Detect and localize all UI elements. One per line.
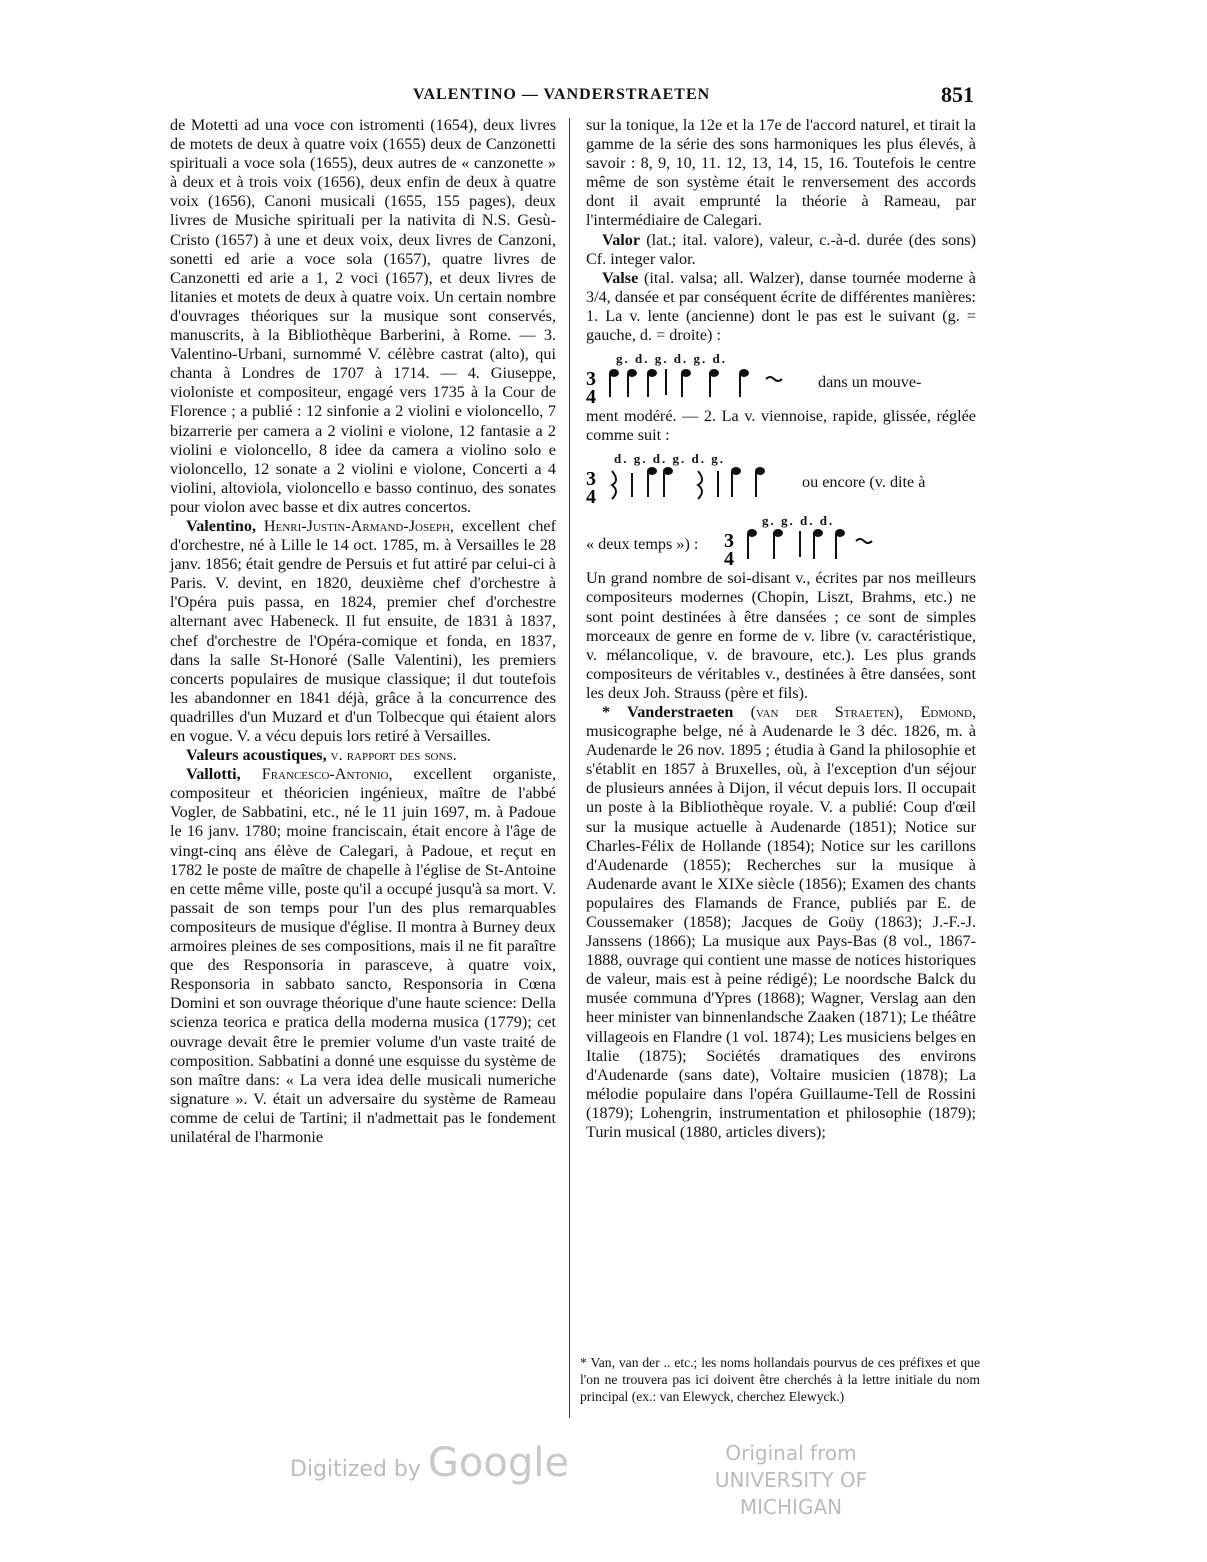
entry-valentino-henri <box>170 517 556 746</box>
music-lead-text: « deux temps ») : <box>586 535 699 554</box>
entry-valentino-continued: de Motetti ad una voce con istromenti (1654), deux livres de motets de deux à quatre voix (1655) deux de Canzonetti spirituali a voce sola (1655), deux autres de « canzonette » à deux et à trois voix (1656), deux enfin de deux à quatre voix (1656), Canoni musicali (1655, 155 pages), deux livres de Musiche spirituali per la nativita di N.S. Gesù-Cristo (1657) à une et deux voix, deux livres de Canzoni, sonetti ed arie a voce sola (1657), quatre livres de Canzonetti ed arie a 1, 2 voci (1657), et deux livres de litanies et motets de deux à quatre voix. Un certain nombre d'ouvrages théoriques sur la musique sont conservés, manuscrits, à la Bibliothèque Barberini, à Rome. — 3. Valentino-Urbani, surnommé V. célèbre castrat (alto), qui chanta à Londres de 1707 à 1714. — 4. Giuseppe, violoniste et compositeur, engagé vers 1735 à la Cour de Florence ; a publié : 12 sinfonie a 2 violini e violoncello, 7 bizarrerie per camera a 2 violini e violone, 12 fantasie a 2 violini e violoncello, 8 idee da camera a violino solo e violoncello, 12 sonate a 2 violini e violone, Concerti a 4 violini, altoviola, violoncello e basso continuo, des sonates pour violon avec basse et dix autres concertos. <box>170 116 556 516</box>
entry-vanderstraeten <box>586 703 976 1142</box>
headword: Vallotti, <box>186 765 241 784</box>
svg-text:4: 4 <box>586 486 596 508</box>
step-letters: g. d. g. d. g. d. <box>616 351 727 367</box>
step-letters: g. g. d. d. <box>762 513 835 529</box>
entry-text: excellent chef d'orchestre, né à Lille le 14 oct. 1785, m. à Versailles le 28 janv. 1856; était gendre de Persuis et fut attiré par celui-ci à Paris. V. devint, en 1820, deuxième chef d'orchestre à l'Opéra puis passa, en 1824, premier chef d'orchestre alternant avec Habeneck. Il fut ensuite, de 1831 à 1837, chef d'orchestre de l'Opéra-comique et fonda, en 1837, dans la salle St-Honoré (Salle Valentini), les premiers concerts populaires de musique classique; il dut toutefois les abandonner en 1841 déjà, grâce à la concurrence des quadrilles d'un Muzard et d'un Tolbecque qui étaient alors en vogue. V. a vécu depuis lors retiré à Versailles. <box>170 516 556 745</box>
headword: Valeurs acoustiques, <box>186 746 327 765</box>
headword: Valse <box>602 268 639 287</box>
entry-name: Henri-Justin-Armand-Joseph, <box>263 516 454 535</box>
entry-vallotti <box>170 765 556 1147</box>
entry-valse <box>586 269 976 345</box>
notation-viennese-waltz <box>586 449 806 507</box>
notation-slow-waltz <box>586 349 826 407</box>
page-number: 851 <box>941 82 974 107</box>
headword: Valentino, <box>186 516 257 535</box>
entry-valse-continued-2: Un grand nombre de soi-disant v., écrites par nos meilleurs compositeurs modernes (Chopin, Liszt, Brahms, etc.) ne sont point destinées à être dansées ; ce sont de simples morceaux de genre en forme de v. libre (v. caractéristique, v. mélancolique, v. de bravoure, etc.). Les plus grands compositeurs de véritables v., destinées à être dansées, sont les deux Joh. Strauss (père et fils). <box>586 569 976 702</box>
google-logo: Google <box>427 1440 569 1486</box>
entry-valor <box>586 231 976 269</box>
university-label: UNIVERSITY OF MICHIGAN <box>714 1468 868 1519</box>
entry-text: (lat.; ital. valore), valeur, c.-à-d. durée (des sons) Cf. integer valor. <box>586 230 976 268</box>
music-tail-text: dans un mouve- <box>818 373 922 392</box>
svg-text:3: 3 <box>586 468 596 491</box>
entry-valse-continued: ment modéré. — 2. La v. viennoise, rapide, glissée, réglée comme suit : <box>586 407 976 445</box>
svg-text:4: 4 <box>724 548 734 570</box>
footnote: * Van, van der .. etc.; les noms hollandais pourvus de ces préfixes et que l'on ne trouvera pas ici doivent être cherchés à la lettre initiale du nom principal (ex.: van Elewyck, cherchez Elewyck.) <box>580 1355 980 1404</box>
digitized-label: Digitized by <box>290 1457 421 1482</box>
music-example-two-step <box>586 511 976 569</box>
entry-text: musicographe belge, né à Audenarde le 3 déc. 1826, m. à Audenarde le 26 nov. 1895 ; étudia à Gand la philosophie et s'établit en 1857 à Bruxelles, où, à l'exception d'un séjour de plusieurs années à Dijon, il vécut depuis lors. Il occupait un poste à la Bibliothèque royale. V. a publié: Coup d'œil sur la musique actuelle à Audenarde (1851); Notice sur Charles-Félix de Hollande (1854); Notice sur les carillons d'Audenarde (1855); Recherches sur la musique à Audenarde avant le XIXe siècle (1856); Examen des chants populaires des Flamands de France, publiés par E. de Coussemaker (1858); Jacques de Goüy (1863); J.-F.-J. Janssens (1866); La musique aux Pays-Bas (8 vol., 1867-1888, ouvrage qui contient une masse de notices historiques de valeur, mais est à peine rédigé); Le noordsche Balck du musée communa d'Ypres (1868); Wagner, Verslag aan den heer minister van binnenlandsche Zaaken (1871); Le théâtre villageois en Flandre (1 vol. 1874); Les musiciens belges en Italie (1875); Sociétés dramatiques des environs d'Audenarde (sans date), Voltaire musicien (1878); La mélodie populaire dans l'opéra Guillaume-Tell de Rossini (1879); Lohengrin, instrumentation et philosophie (1879); Turin musical (1880, articles divers); <box>586 722 976 1142</box>
entry-text: excellent organiste, compositeur et théoricien ingénieux, maître de l'abbé Vogler, de Sabbatini, etc., né le 11 juin 1697, m. à Padoue le 16 janv. 1780; moine franciscain, était encore à l'âge de vingt-cinq ans élève de Calegari, à Padoue, et reçut en 1782 le poste de maître de chapelle à l'église de St-Antoine en cette même ville, poste qu'il a occupé jusqu'à sa mort. V. passait de son temps pour l'un des plus remarquables compositeurs de musique d'église. Il montra à Burney deux armoires pleines de ses compositions, mais il ne fit paraître que des Responsoria in parasceve, à quatre voix, Responsoria in sabbato sancto, Responsoria in Cœna Domini et son ouvrage théorique d'une haute science: Della scienza teorica e pratica della moderna musica (1779); cet ouvrage devait être le premier volume d'un vaste traité de composition. Sabbatini a donné une esquisse du système de son maître dans: « La vera idea delle musicali numeriche signature ». V. était un adversaire du système de Rameau comme de celui de Tartini; il n'admettait pas le fondement unilatéral de l'harmonie <box>170 765 556 1146</box>
digitized-by-watermark <box>290 1440 569 1486</box>
svg-text:3: 3 <box>586 368 596 391</box>
entry-name: (van der Straeten), Edmond, <box>733 702 976 721</box>
running-header <box>168 82 976 116</box>
running-title: VALENTINO — VANDERSTRAETEN <box>413 86 711 103</box>
music-example-slow-waltz <box>586 349 976 407</box>
original-from-label: Original from <box>725 1441 857 1465</box>
entry-name: Francesco-Antonio, <box>261 765 393 784</box>
svg-text:4: 4 <box>586 386 596 408</box>
headword: * Vanderstraeten <box>602 702 734 721</box>
entry-valeurs-acoustiques <box>170 746 556 765</box>
music-tail-text: ou encore (v. dite à <box>802 473 926 492</box>
entry-text: v. rapport des sons. <box>326 746 457 765</box>
headword: Valor <box>602 230 641 249</box>
step-letters: d. g. d. g. d. g. <box>614 451 725 467</box>
entry-text: (ital. valsa; all. Walzer), danse tournée moderne à 3/4, dansée et par conséquent écrite de différentes manières: 1. La v. lente (ancienne) dont le pas est le suivant (g. = gauche, d. = droite) : <box>586 268 976 345</box>
right-column <box>586 116 976 1142</box>
entry-vallotti-continued: sur la tonique, la 12e et la 17e de l'accord naturel, et tirait la gamme de la série des sons harmoniques les plus élevés, à savoir : 8, 9, 10, 11. 12, 13, 14, 15, 16. Toutefois le centre même de son système était le renversement des accords dont il avait emprunté la théorie à Rameau, par l'intermédiaire de Calegari. <box>586 116 976 230</box>
column-divider <box>569 118 570 1418</box>
music-example-viennese-waltz <box>586 449 976 507</box>
original-from-watermark <box>666 1440 916 1521</box>
left-column <box>170 116 556 1147</box>
notation-two-step <box>724 511 904 569</box>
svg-text:3: 3 <box>724 530 734 553</box>
